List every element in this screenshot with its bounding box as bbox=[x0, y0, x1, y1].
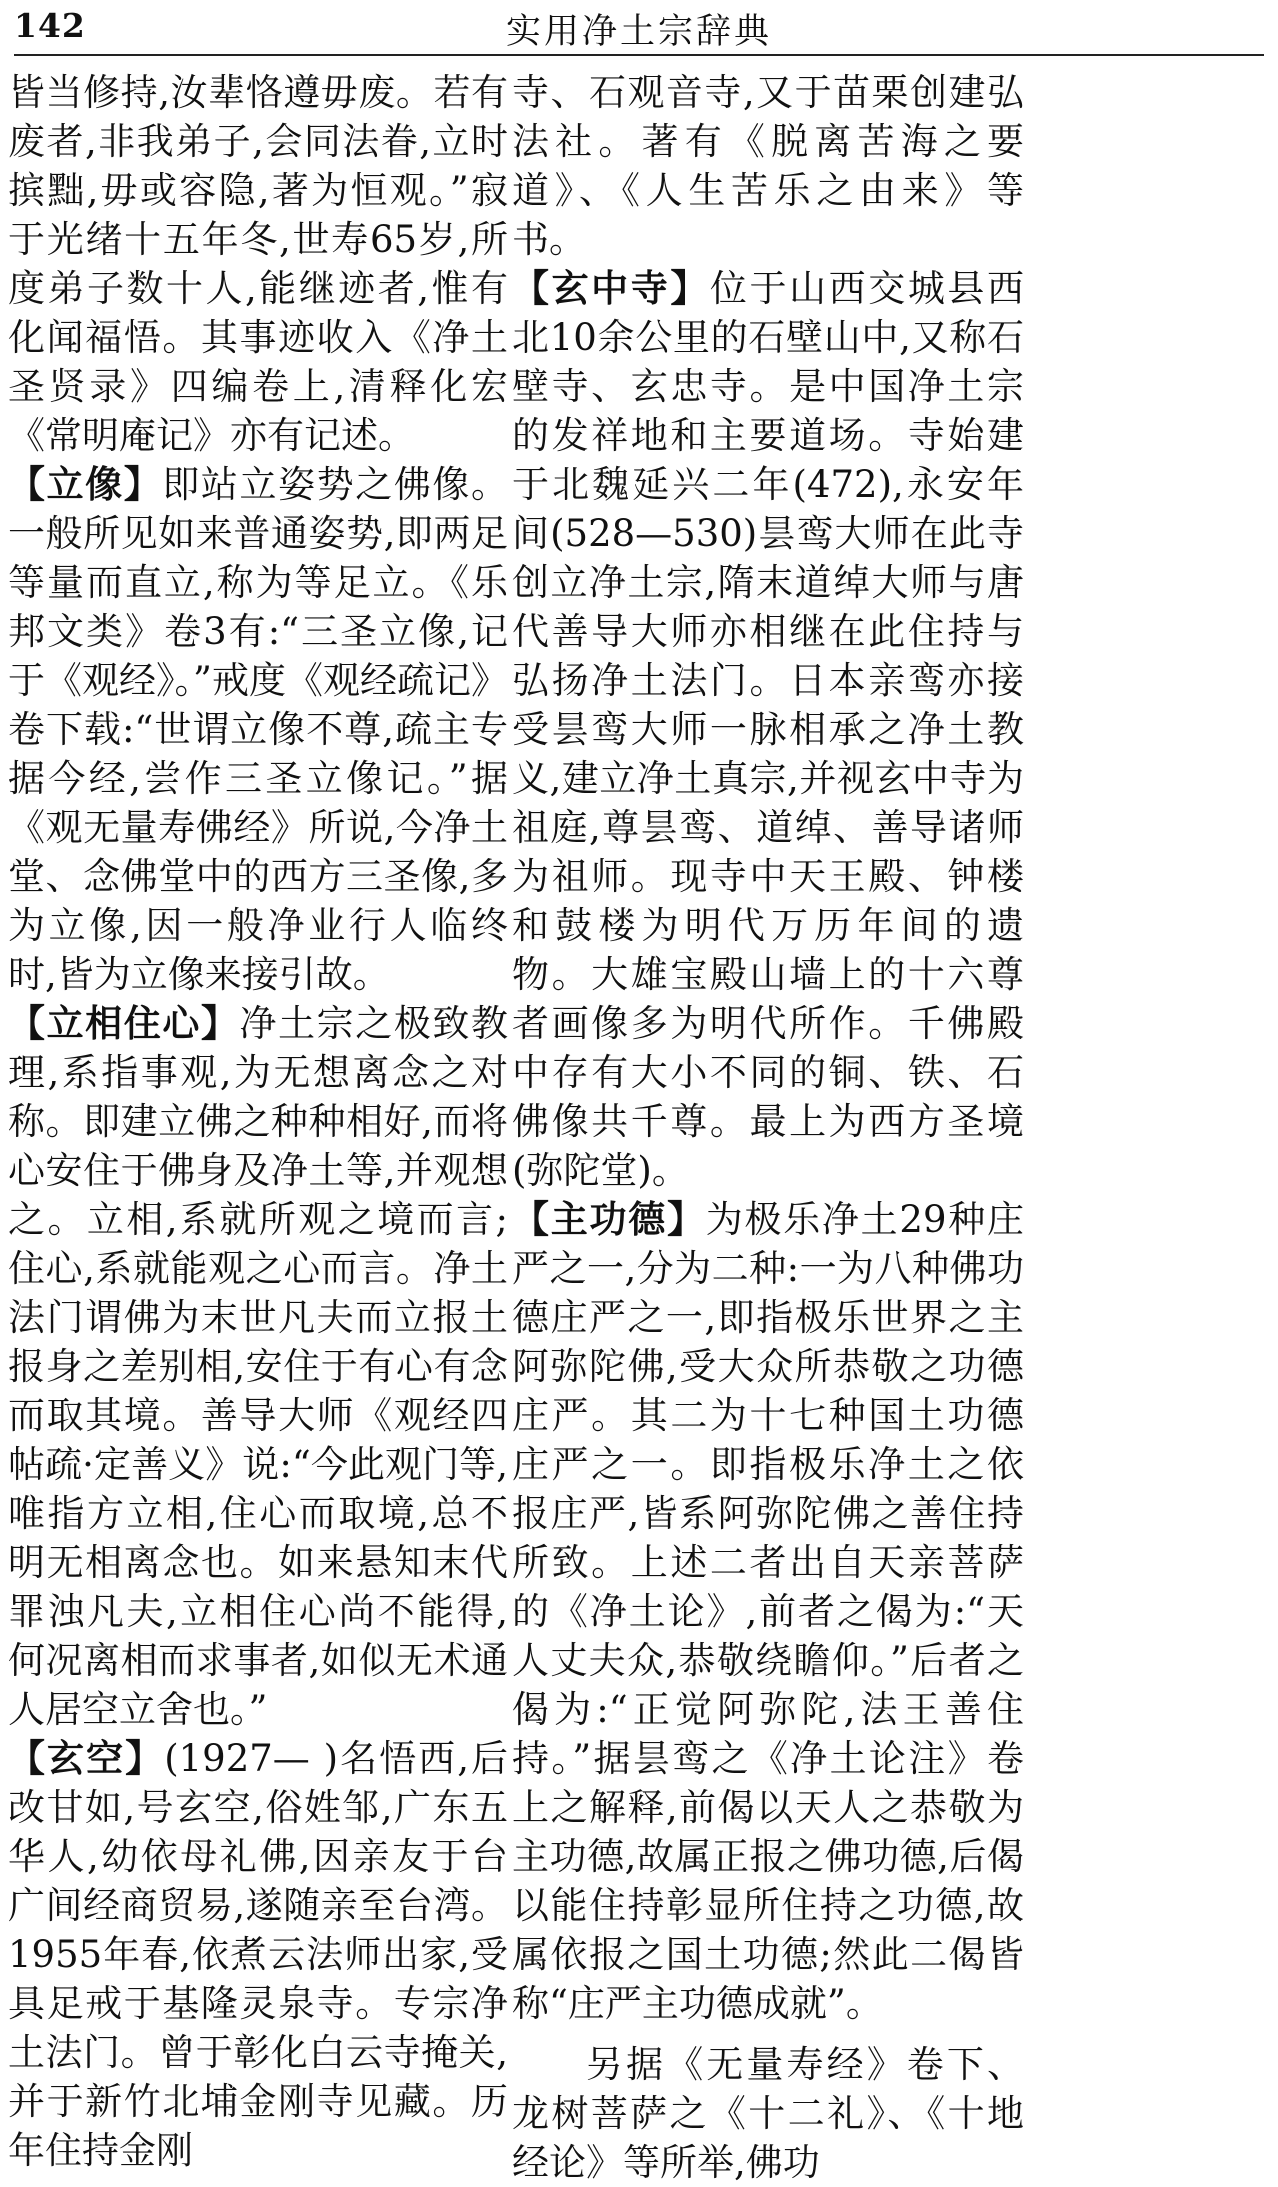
page-header bbox=[0, 0, 1278, 52]
entry-term: 【立像】 bbox=[8, 463, 163, 506]
left-column bbox=[8, 68, 508, 2175]
right-column bbox=[512, 68, 1024, 2187]
entry-body: (1927— )名悟西,后改甘如,号玄空,俗姓邹,广东五华人,幼依母礼佛,因亲友于台广间经商贸易,遂随亲至台湾。1955年春,依煮云法师出家,受具足戒于基隆灵泉寺。专宗净土法门。曾于彰化白云寺掩关,并于新竹北埔金刚寺见藏。历年住持金刚 bbox=[8, 1737, 509, 2172]
entry-body: 即站立姿势之佛像。一般所见如来普通姿势,即两足等量而直立,称为等足立。《乐邦文类》卷3有:“三圣立像,记于《观经》。”戒度《观经疏记》卷下载:“世谓立像不尊,疏主专据今经,尝作三圣立像记。”据《观无量寿佛经》所说,今净土堂、念佛堂中的西方三圣像,多为立像,因一般净业行人临终时,皆为立像来接引故。 bbox=[8, 463, 509, 996]
entry-body: 位于山西交城县西北10余公里的石壁山中,又称石壁寺、玄忠寺。是中国净土宗的发祥地和主要道场。寺始建于北魏延兴二年(472),永安年间(528—530)昙鸾大师在此寺创立净土宗,隋末道绰大师与唐代善导大师亦相继在此住持与弘扬净土法门。日本亲鸾亦接受昙鸾大师一脉相承之净土教义,建立净土真宗,并视玄中寺为祖庭,尊昙鸾、道绰、善导诸师为祖师。现寺中天王殿、钟楼和鼓楼为明代万历年间的遗物。大雄宝殿山墙上的十六尊者画像多为明代所作。千佛殿中存有大小不同的铜、铁、石佛像共千尊。最上为西方圣境(弥陀堂)。 bbox=[512, 267, 1025, 1192]
entry-li-xiang bbox=[8, 460, 508, 999]
entry-body: 为极乐净土29种庄严之一,分为二种:一为八种佛功德庄严之一,即指极乐世界之主阿弥陀佛,受大众所恭敬之功德庄严。其二为十七种国土功德庄严之一。即指极乐净土之依报庄严,皆系阿弥陀佛之善住持所致。上述二者出自天亲菩萨的《净土论》,前者之偈为:“天人丈夫众,恭敬绕瞻仰。”后者之偈为:“正觉阿弥陀,法王善住持。”据昙鸾之《净土论注》卷上之解释,前偈以天人之恭敬为主功德,故属正报之佛功德,后偈以能住持彰显所住持之功德,故属依报之国土功德;然此二偈皆称“庄严主功德成就”。 bbox=[512, 1198, 1024, 2025]
entry-term: 【玄空】 bbox=[8, 1737, 165, 1780]
header-rule bbox=[14, 54, 1264, 56]
entry-continuation bbox=[8, 68, 508, 460]
entry-body: 另据《无量寿经》卷下、龙树菩萨之《十二礼》、《十地经论》等所举,佛功 bbox=[512, 2043, 1024, 2184]
entry-body: 皆当修持,汝辈恪遵毋废。若有废者,非我弟子,会同法眷,立时摈黜,毋或容隐,著为恒观。”寂于光绪十五年冬,世寿65岁,所度弟子数十人,能继迹者,惟有化闻福悟。其事迹收入《净土圣贤录》四编卷上,清释化宏《常明庵记》亦有记述。 bbox=[8, 71, 508, 457]
entry-term: 【玄中寺】 bbox=[512, 267, 710, 310]
entry-body: 寺、石观音寺,又于苗栗创建弘法社。著有《脱离苦海之要道》、《人生苦乐之由来》等书。 bbox=[512, 71, 1024, 261]
entry-li-xiang-zhu-xin bbox=[8, 999, 508, 1734]
entry-body: 净土宗之极致教理,系指事观,为无想离念之对称。即建立佛之种种相好,而将心安住于佛身及净土等,并观想之。立相,系就所观之境而言;住心,系就能观之心而言。净土法门谓佛为末世凡夫而立报土报身之差别相,安住于有心有念而取其境。善导大师《观经四帖疏·定善义》说:“今此观门等,唯指方立相,住心而取境,总不明无相离念也。如来悬知末代罪浊凡夫,立相住心尚不能得,何况离相而求事者,如似无术通人居空立舍也。” bbox=[8, 1002, 508, 1731]
entry-term: 【立相住心】 bbox=[8, 1002, 240, 1045]
page-number: 142 bbox=[14, 6, 86, 45]
running-title: 实用净土宗辞典 bbox=[505, 12, 772, 52]
entry-xuan-zhong-si bbox=[512, 264, 1024, 1195]
entry-term: 【主功德】 bbox=[512, 1198, 706, 1241]
entry-xuan-kong bbox=[8, 1734, 508, 2175]
entry-zhu-gong-de bbox=[512, 1195, 1024, 2028]
entry-continuation bbox=[512, 68, 1024, 264]
entry-paragraph bbox=[512, 2040, 1024, 2187]
